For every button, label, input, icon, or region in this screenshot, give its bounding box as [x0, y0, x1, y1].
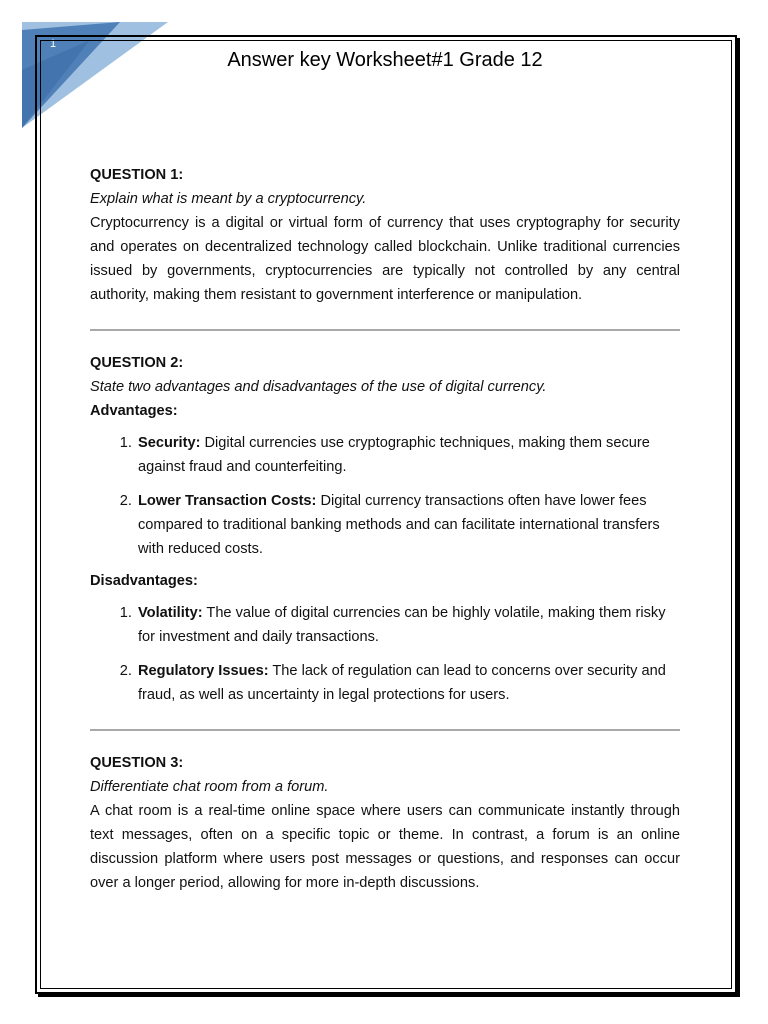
item-text: Digital currency transactions often have lower fees compared to traditional banking methods and can facilitate international transfers with reduced costs.	[138, 493, 660, 557]
item-label: Security:	[138, 435, 201, 451]
advantages-heading: Advantages:	[90, 403, 178, 419]
question-heading: QUESTION 3:	[90, 755, 184, 771]
item-label: Regulatory Issues:	[138, 663, 269, 679]
answer-text: Cryptocurrency is a digital or virtual form of currency that uses cryptography for security and operates on decentralized technology called blockchain. Unlike traditional currencies issued by governments, cryptocurrencies are typically not controlled by any central authority, making them resistant to government interference or manipulation.	[90, 215, 680, 303]
question-2	[90, 351, 680, 707]
disadvantages-list	[90, 601, 680, 707]
question-3	[90, 751, 680, 895]
list-item	[136, 489, 680, 561]
item-label: Lower Transaction Costs:	[138, 493, 317, 509]
question-prompt: Differentiate chat room from a forum.	[90, 779, 329, 795]
question-heading: QUESTION 1:	[90, 167, 184, 183]
disadvantages-heading: Disadvantages:	[90, 573, 198, 589]
answer-text: A chat room is a real-time online space where users can communicate instantly through text messages, often on a specific topic or theme. In contrast, a forum is an online discussion platform where users post messages or questions, and responses can occur over a longer period, allowing for more in-depth discussions.	[90, 803, 680, 891]
item-text: Digital currencies use cryptographic techniques, making them secure against fraud and counterfeiting.	[138, 435, 650, 475]
worksheet-content	[90, 163, 680, 895]
question-prompt: Explain what is meant by a cryptocurrency.	[90, 191, 367, 207]
list-item	[136, 431, 680, 479]
advantages-list	[90, 431, 680, 561]
section-divider	[90, 329, 680, 331]
page-title: Answer key Worksheet#1 Grade 12	[227, 49, 543, 71]
list-item	[136, 601, 680, 649]
page-number: 1	[50, 38, 57, 50]
item-text: The value of digital currencies can be highly volatile, making them risky for investment and daily transactions.	[138, 605, 666, 645]
question-1	[90, 163, 680, 307]
question-prompt: State two advantages and disadvantages of the use of digital currency.	[90, 379, 547, 395]
list-item	[136, 659, 680, 707]
item-text: The lack of regulation can lead to concerns over security and fraud, as well as uncertainty in legal protections for users.	[138, 663, 666, 703]
question-heading: QUESTION 2:	[90, 355, 184, 371]
item-label: Volatility:	[138, 605, 203, 621]
section-divider	[90, 729, 680, 731]
